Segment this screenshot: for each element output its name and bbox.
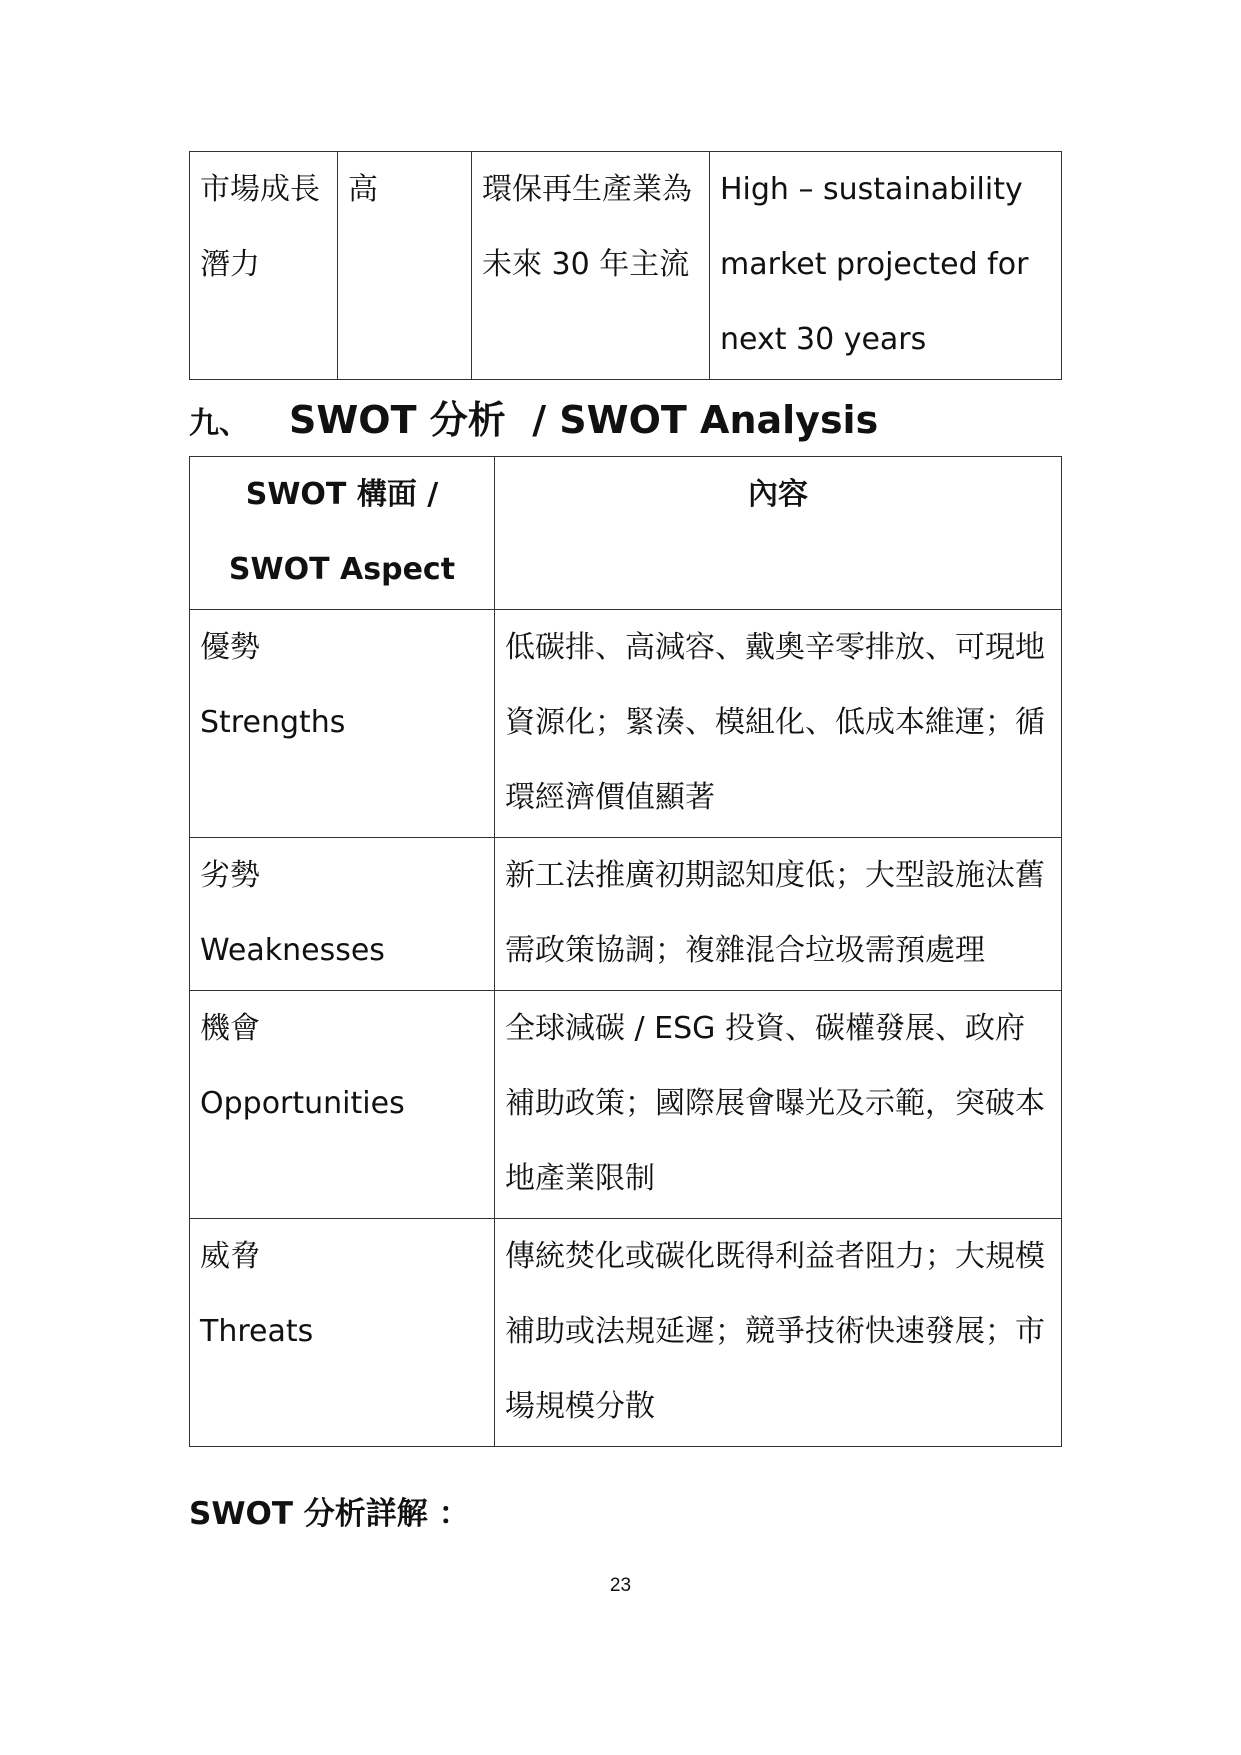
table-row (190, 152, 1062, 380)
aspect-header-line1: SWOT 構面 / (245, 477, 439, 512)
aspect-zh: 劣勢 (200, 858, 260, 893)
content-cell: 全球減碳 / ESG 投資、碳權發展、政府補助政策；國際展會曝光及示範，突破本地產業限制 (495, 991, 1062, 1219)
aspect-en: Opportunities (200, 1086, 405, 1121)
section-number: 九、 (189, 406, 249, 441)
section-heading (189, 392, 878, 448)
market-item-cell: 市場成長潛力 (190, 152, 338, 380)
market-description-en-cell: High – sustainability market projected for next 30 years (710, 152, 1062, 380)
swot-detail-heading: SWOT 分析詳解 ： (189, 1496, 470, 1532)
table-row (190, 838, 1062, 991)
aspect-en: Threats (200, 1314, 314, 1349)
content-cell: 傳統焚化或碳化既得利益者阻力；大規模補助或法規延遲；競爭技術快速發展；市場規模分散 (495, 1219, 1062, 1447)
aspect-cell (190, 991, 495, 1219)
aspect-en: Weaknesses (200, 933, 385, 968)
aspect-header-cell (190, 457, 495, 610)
swot-table (189, 456, 1062, 1447)
table-row (190, 1219, 1062, 1447)
table-row (190, 610, 1062, 838)
content-cell: 新工法推廣初期認知度低；大型設施汰舊需政策協調；複雜混合垃圾需預處理 (495, 838, 1062, 991)
aspect-cell (190, 1219, 495, 1447)
aspect-zh: 機會 (200, 1011, 260, 1046)
content-cell: 低碳排、高減容、戴奧辛零排放、可現地資源化；緊湊、模組化、低成本維運；循環經濟價值顯著 (495, 610, 1062, 838)
aspect-header-line2: SWOT Aspect (228, 552, 456, 587)
market-growth-table (189, 151, 1062, 380)
aspect-cell (190, 610, 495, 838)
market-description-zh-cell: 環保再生產業為未來 30 年主流 (472, 152, 710, 380)
table-row (190, 991, 1062, 1219)
content-header-cell: 內容 (495, 457, 1062, 610)
aspect-en: Strengths (200, 705, 346, 740)
page-number: 23 (609, 1575, 632, 1596)
market-level-cell: 高 (338, 152, 472, 380)
table-header-row (190, 457, 1062, 610)
section-title: SWOT 分析 / SWOT Analysis (289, 398, 879, 442)
aspect-zh: 優勢 (200, 630, 260, 665)
aspect-cell (190, 838, 495, 991)
aspect-zh: 威脅 (200, 1239, 260, 1274)
